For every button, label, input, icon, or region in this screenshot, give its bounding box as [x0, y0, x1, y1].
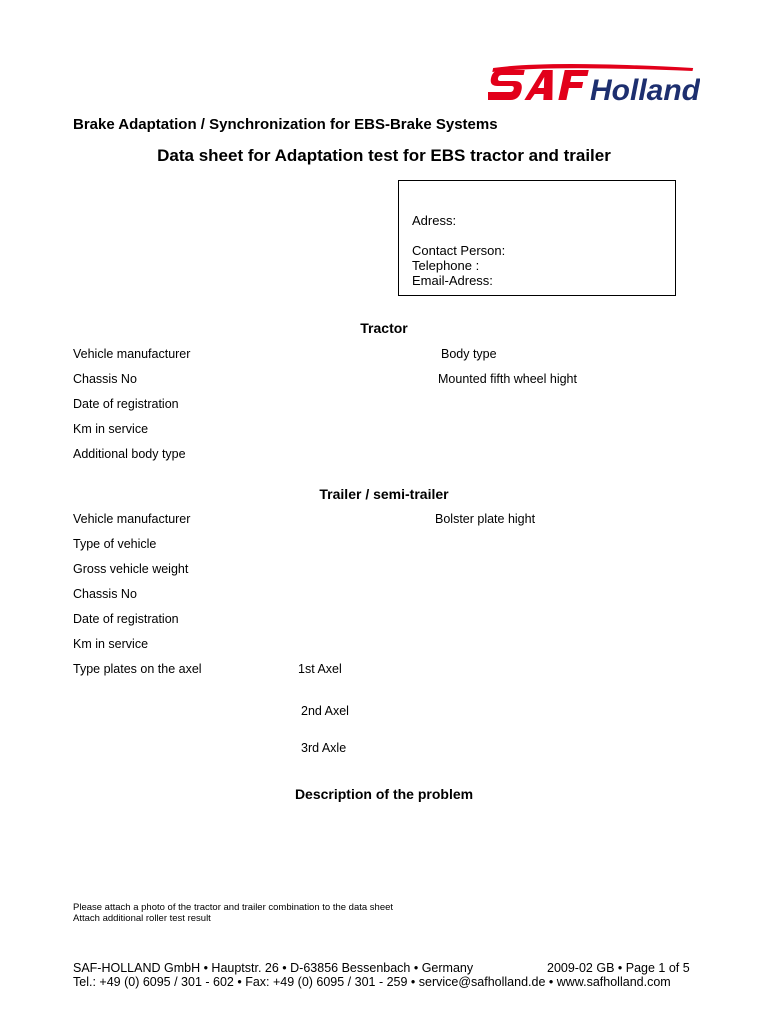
saf-holland-logo	[488, 64, 700, 111]
trailer-chassis-no-label: Chassis No	[73, 587, 137, 601]
telephone-label: Telephone :	[412, 258, 480, 273]
tractor-heading: Tractor	[360, 320, 408, 336]
contact-person-label: Contact Person:	[412, 243, 506, 258]
trailer-gross-weight-label: Gross vehicle weight	[73, 562, 189, 576]
trailer-type-plates-label: Type plates on the axel	[73, 662, 202, 676]
tractor-additional-body-type-label: Additional body type	[73, 447, 186, 461]
tractor-vehicle-manufacturer-label: Vehicle manufacturer	[73, 347, 191, 361]
trailer-axle1-label: 1st Axel	[298, 662, 342, 676]
footer-company: SAF-HOLLAND GmbH • Hauptstr. 26 • D-63856 Bessenbach • Germany	[73, 961, 474, 975]
address-label: Adress:	[412, 213, 457, 228]
email-label: Email-Adress:	[412, 273, 493, 288]
tractor-date-of-registration-label: Date of registration	[73, 397, 179, 411]
trailer-vehicle-manufacturer-label: Vehicle manufacturer	[73, 512, 191, 526]
document-subtitle: Brake Adaptation / Synchronization for EBS-Brake Systems	[73, 116, 498, 133]
svg-text:Holland: Holland	[590, 74, 700, 106]
photo-note: Please attach a photo of the tractor and trailer combination to the data sheet	[73, 902, 394, 913]
tractor-km-in-service-label: Km in service	[73, 422, 149, 436]
trailer-date-of-registration-label: Date of registration	[73, 612, 179, 626]
document-title: Data sheet for Adaptation test for EBS tractor and trailer	[157, 146, 611, 165]
contact-box	[398, 180, 676, 296]
roller-test-note: Attach additional roller test result	[73, 913, 211, 924]
trailer-axle2-label: 2nd Axel	[301, 704, 349, 718]
trailer-axle3-label: 3rd Axle	[301, 741, 347, 755]
trailer-km-in-service-label: Km in service	[73, 637, 149, 651]
footer-contact: Tel.: +49 (0) 6095 / 301 - 602 • Fax: +49 (0) 6095 / 301 - 259 • service@safholland.de • www.safholland.com	[73, 975, 671, 989]
trailer-heading: Trailer / semi-trailer	[319, 486, 449, 502]
trailer-bolster-plate-label: Bolster plate hight	[435, 512, 536, 526]
footer-page-info: 2009-02 GB • Page 1 of 5	[547, 961, 690, 975]
tractor-fifth-wheel-label: Mounted fifth wheel hight	[438, 372, 577, 386]
tractor-chassis-no-label: Chassis No	[73, 372, 137, 386]
tractor-body-type-label: Body type	[441, 347, 497, 361]
trailer-type-of-vehicle-label: Type of vehicle	[73, 537, 157, 551]
problem-heading: Description of the problem	[294, 786, 474, 802]
